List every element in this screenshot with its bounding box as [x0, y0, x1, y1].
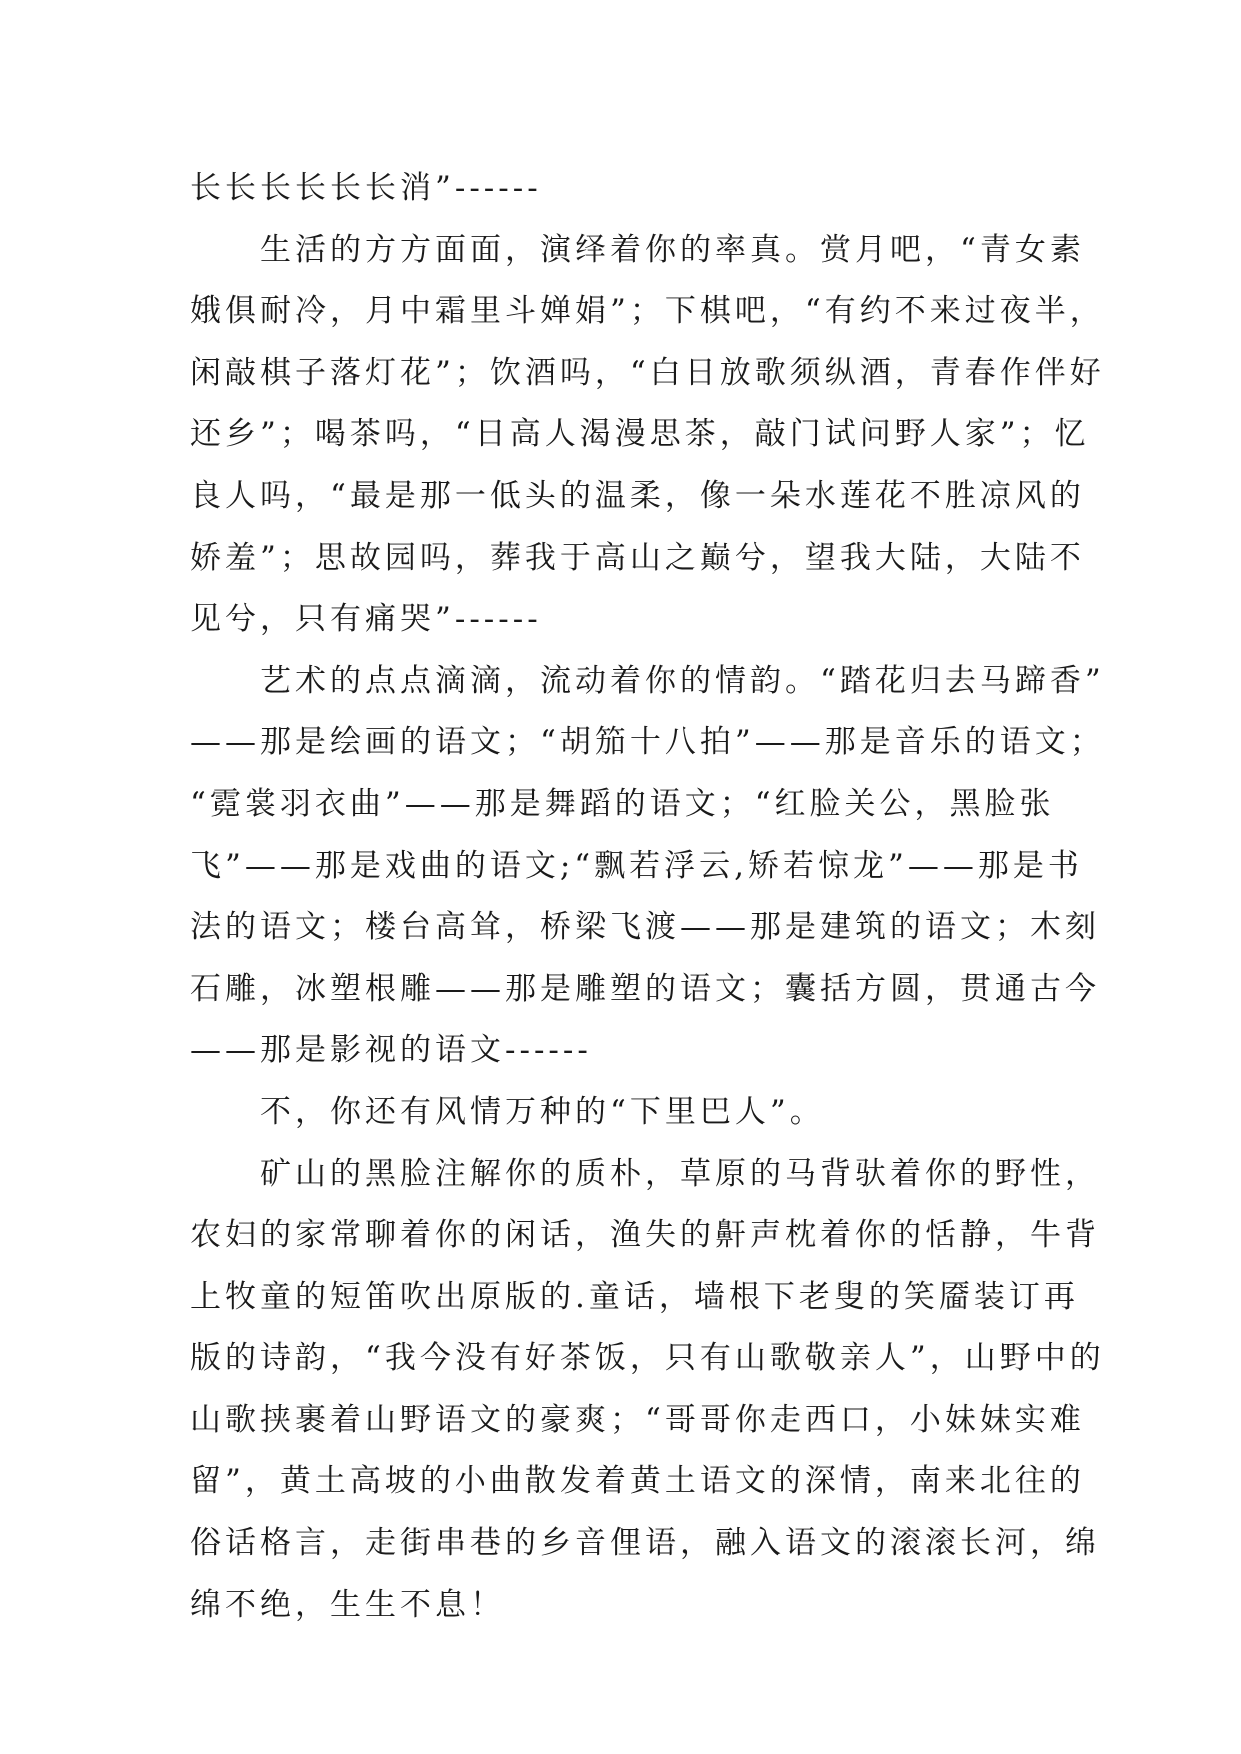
- text-line: ——那是绘画的语文；“胡笳十八拍”——那是音乐的语文；: [190, 724, 1105, 761]
- text-line: 闲敲棋子落灯花”；饮酒吗，“白日放歌须纵酒，青春作伴好: [190, 354, 1105, 391]
- text-line: 版的诗韵，“我今没有好茶饭，只有山歌敬亲人”，山野中的: [190, 1340, 1105, 1377]
- text-line: 矿山的黑脸注解你的质朴，草原的马背驮着你的野性，: [190, 1155, 1100, 1192]
- text-line: 生活的方方面面，演绎着你的率真。赏月吧，“青女素: [190, 231, 1085, 268]
- text-line: 绵不绝，生生不息！: [190, 1586, 505, 1623]
- text-line: 见兮，只有痛哭”------: [190, 601, 542, 638]
- document-body: [190, 158, 1105, 1636]
- text-line: 法的语文；楼台高耸，桥梁飞渡——那是建筑的语文；木刻: [190, 909, 1100, 946]
- text-line: 俗话格言，走街串巷的乡音俚语，融入语文的滚滚长河，绵: [190, 1525, 1100, 1562]
- text-line: 山歌挟裹着山野语文的豪爽；“哥哥你走西口，小妹妹实难: [190, 1401, 1085, 1438]
- text-line: 良人吗，“最是那一低头的温柔，像一朵水莲花不胜凉风的: [190, 477, 1085, 514]
- text-line: ——那是影视的语文------: [190, 1032, 592, 1069]
- text-line: 娥俱耐冷，月中霜里斗婵娟”；下棋吧，“有约不来过夜半，: [190, 293, 1105, 330]
- text-line: 石雕，冰塑根雕——那是雕塑的语文；囊括方圆，贯通古今: [190, 970, 1100, 1007]
- text-line: 艺术的点点滴滴，流动着你的情韵。“踏花归去马蹄香”: [190, 662, 1105, 699]
- text-line: 娇羞”；思故园吗，葬我于高山之巅兮，望我大陆，大陆不: [190, 539, 1085, 576]
- text-line: “霓裳羽衣曲”——那是舞蹈的语文；“红脸关公，黑脸张: [190, 785, 1055, 822]
- text-line: 长长长长长长消”------: [190, 170, 542, 206]
- text-line: 飞”——那是戏曲的语文;“飘若浮云,矫若惊龙”——那是书: [190, 847, 1083, 884]
- text-line: 农妇的家常聊着你的闲话，渔失的鼾声枕着你的恬静，牛背: [190, 1217, 1100, 1254]
- text-line: 留”，黄土高坡的小曲散发着黄土语文的深情，南来北往的: [190, 1463, 1085, 1500]
- text-line: 不，你还有风情万种的“下里巴人”。: [190, 1093, 825, 1130]
- text-line: 上牧童的短笛吹出原版的.童话，墙根下老叟的笑靥装订再: [190, 1278, 1079, 1315]
- text-line: 还乡”；喝茶吗，“日高人渴漫思茶，敲门试问野人家”；忆: [190, 416, 1090, 453]
